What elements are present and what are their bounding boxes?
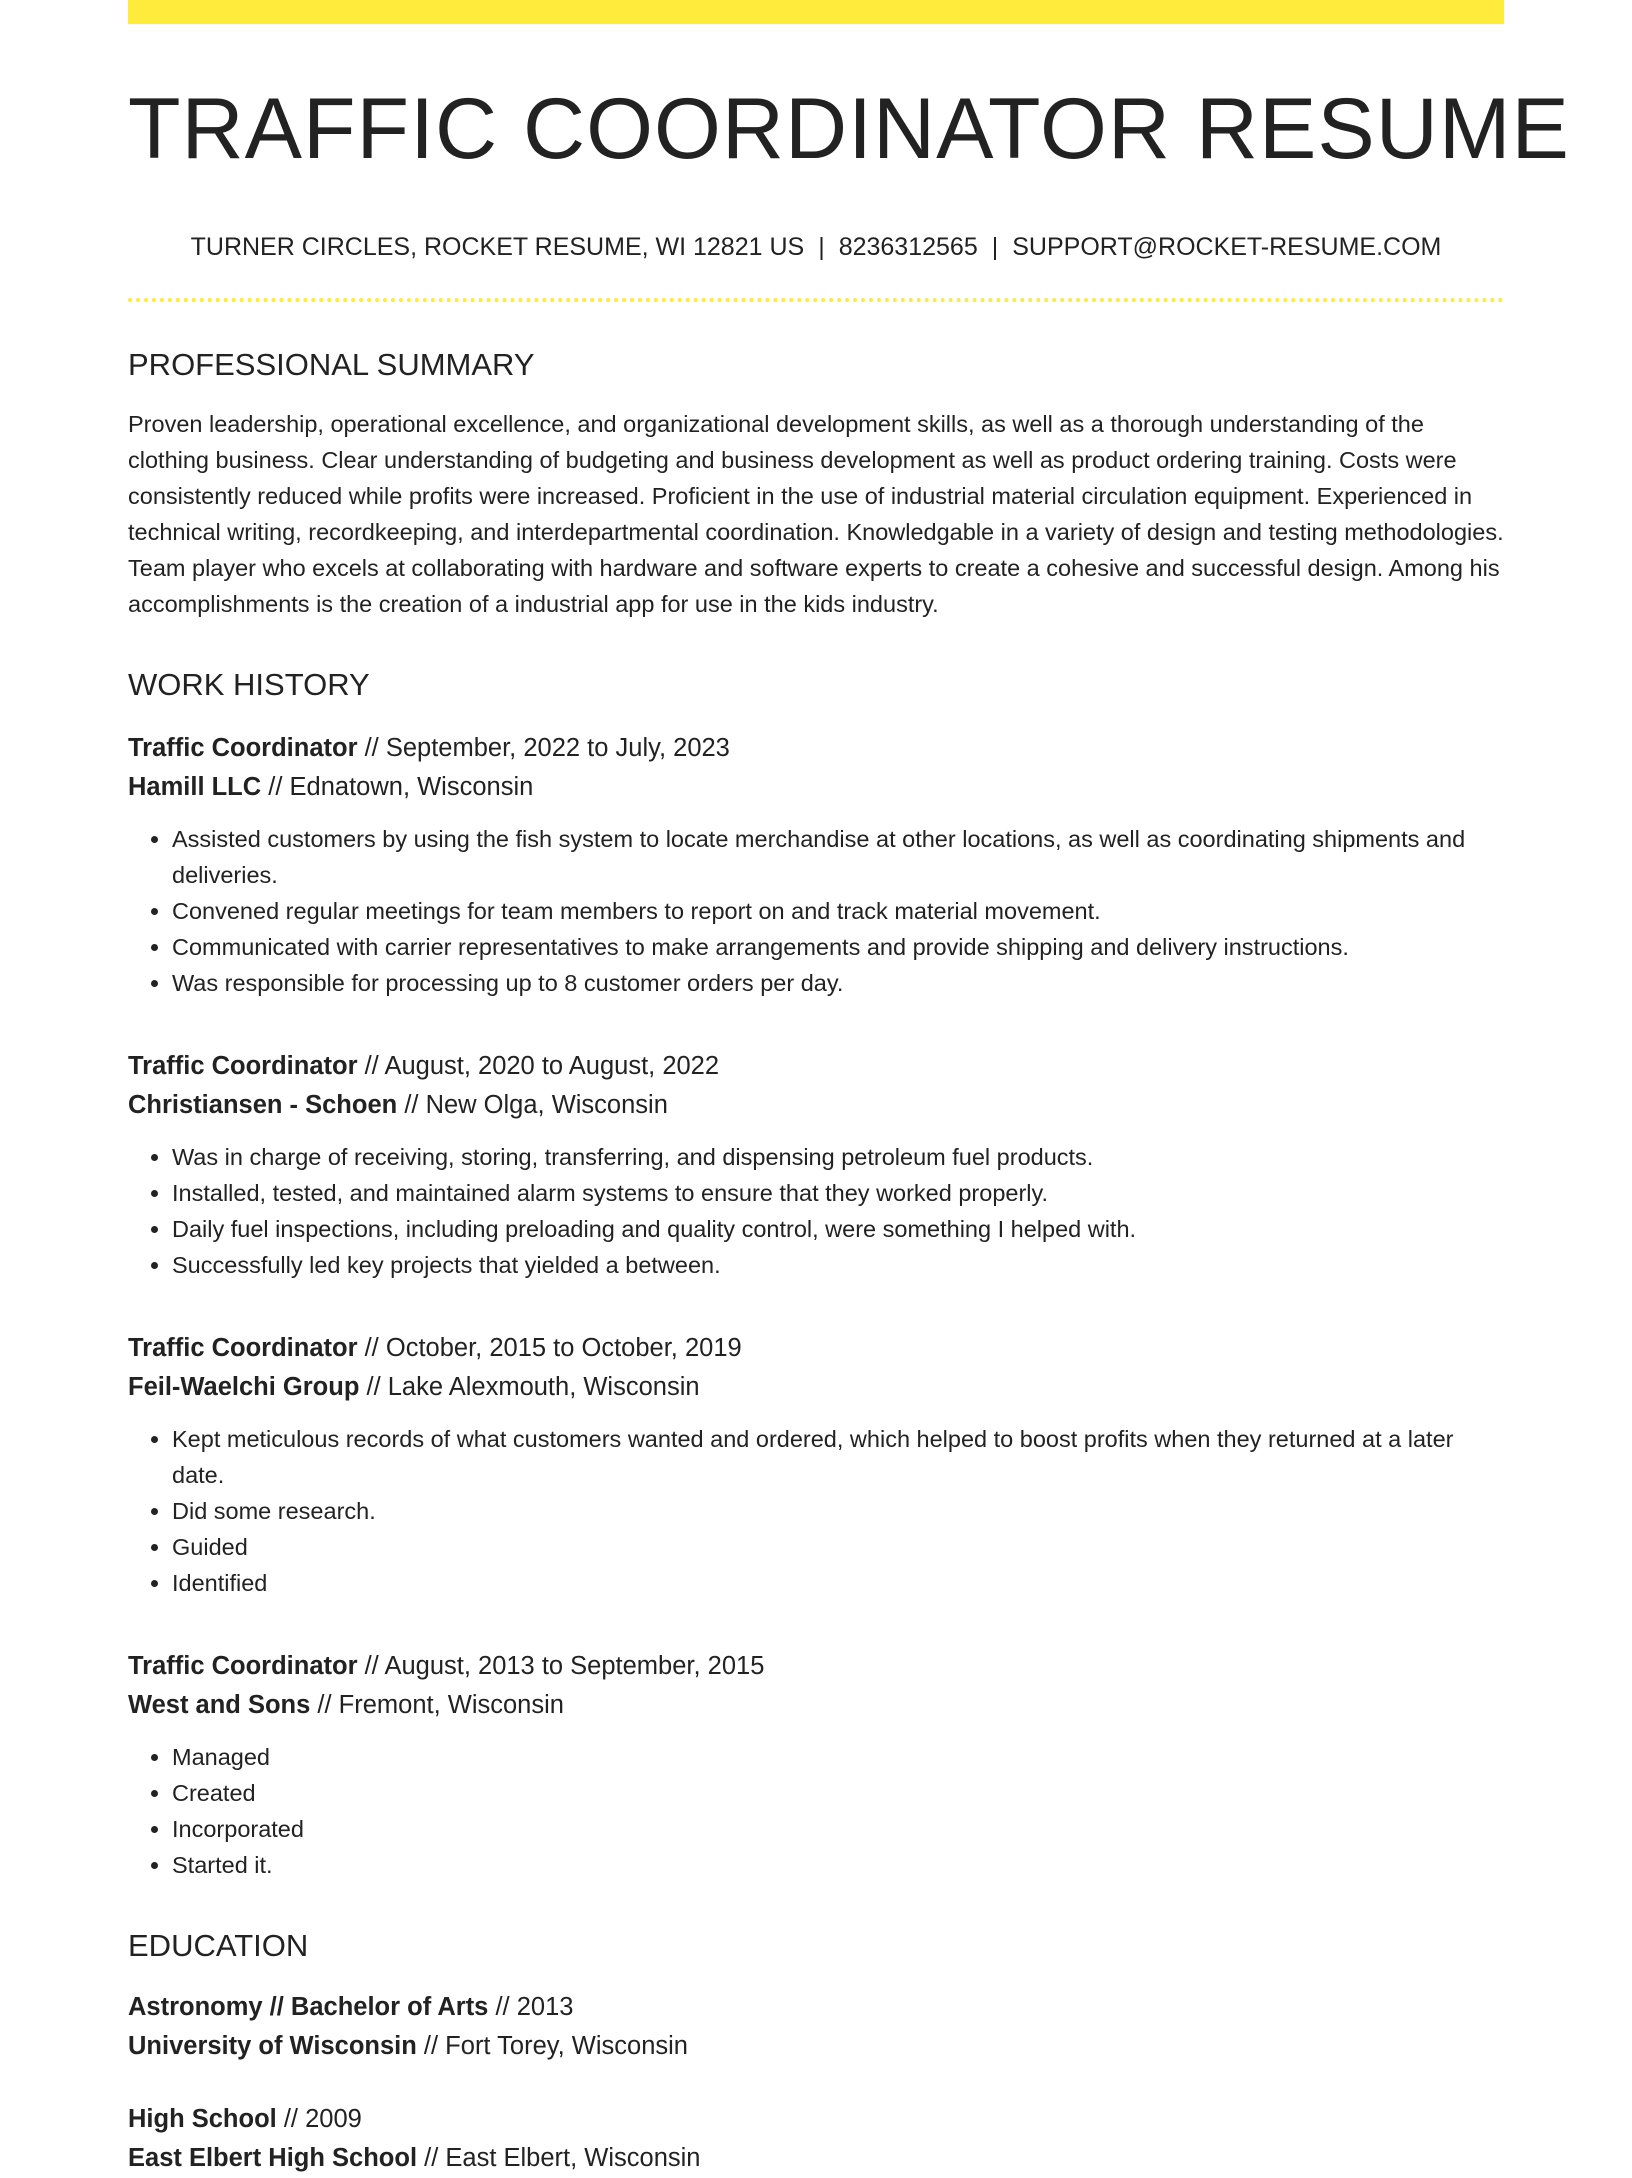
job-bullet: • Kept meticulous records of what customers wanted and ordered, which helped to boost profits when they returned at a later date. [172, 1421, 1504, 1493]
edu-school-line [128, 2139, 1504, 2178]
edu-degree-line [128, 2100, 1504, 2139]
job-company-line [128, 1686, 1504, 1725]
job-bullet: • Was in charge of receiving, storing, transferring, and dispensing petroleum fuel products. [172, 1139, 1504, 1175]
job-title-line [128, 1647, 1504, 1686]
job-title-line [128, 1329, 1504, 1368]
job-dates: // October, 2015 to October, 2019 [357, 1333, 742, 1362]
job-entry [128, 1047, 1504, 1283]
job-bullet: • Installed, tested, and maintained alarm systems to ensure that they worked properly. [172, 1175, 1504, 1211]
job-bullet: • Managed [172, 1739, 1504, 1775]
job-company-line [128, 1086, 1504, 1125]
job-company-line [128, 1368, 1504, 1407]
edu-year: // 2013 [488, 1993, 574, 2022]
summary-text: Proven leadership, operational excellence, and organizational development skills, as well as a thorough understanding of the clothing business. Clear understanding of budgeting and business development as well as product ordering training. Costs were consistently reduced while profits were increased. Proficient in the use of industrial material circulation equipment. Experienced in technical writing, recordkeeping, and interdepartmental coordination. Knowledgable in a variety of design and testing methodologies. Team player who excels at collaborating with hardware and software experts to create a cohesive and successful design. Among his accomplishments is the creation of a industrial app for use in the kids industry. [128, 410, 1504, 617]
job-entry [128, 1647, 1504, 1883]
contact-separator: | [991, 232, 999, 261]
job-title-line [128, 729, 1504, 768]
job-bullets [128, 1739, 1504, 1883]
job-entry [128, 729, 1504, 1001]
contact-address: TURNER CIRCLES, ROCKET RESUME, WI 12821 US [190, 232, 805, 261]
job-company: Hamill LLC [128, 772, 262, 801]
top-accent-bar [128, 0, 1504, 24]
contact-separator: | [818, 232, 825, 261]
job-location: // Ednatown, Wisconsin [261, 772, 534, 801]
job-title: Traffic Coordinator [128, 1651, 358, 1680]
job-bullets [128, 1139, 1504, 1283]
edu-degree-line [128, 1988, 1504, 2027]
job-bullet: • Successfully led key projects that yielded a between. [172, 1247, 1504, 1283]
job-title: Traffic Coordinator [128, 733, 358, 762]
job-company-line [128, 768, 1504, 807]
edu-school: University of Wisconsin [128, 2032, 417, 2061]
job-bullet: • Was responsible for processing up to 8 customer orders per day. [172, 965, 1504, 1001]
job-bullet: • Guided [172, 1529, 1504, 1565]
work-history-heading: WORK HISTORY [128, 666, 370, 702]
job-bullet: • Created [172, 1775, 1504, 1811]
job-title: Traffic Coordinator [128, 1051, 358, 1080]
contact-line [128, 233, 1504, 262]
job-bullet: • Assisted customers by using the fish system to locate merchandise at other locations, as well as coordinating shipments and deliveries. [172, 821, 1504, 893]
job-dates: // August, 2020 to August, 2022 [357, 1051, 720, 1080]
job-dates: // August, 2013 to September, 2015 [357, 1651, 765, 1680]
contact-phone: 8236312565 [838, 232, 978, 261]
job-dates: // September, 2022 to July, 2023 [357, 733, 730, 762]
education-entry [128, 1988, 1504, 2066]
dotted-divider [128, 298, 1504, 302]
job-location: // Lake Alexmouth, Wisconsin [359, 1372, 700, 1401]
page-title: TRAFFIC COORDINATOR RESUME [128, 81, 1570, 177]
job-bullet: • Identified [172, 1565, 1504, 1601]
summary-heading: PROFESSIONAL SUMMARY [128, 346, 535, 382]
edu-location: // East Elbert, Wisconsin [417, 2144, 701, 2173]
job-company: West and Sons [128, 1690, 311, 1719]
edu-school: East Elbert High School [128, 2144, 418, 2173]
job-bullet: • Communicated with carrier representatives to make arrangements and provide shipping and delivery instructions. [172, 929, 1504, 965]
edu-school-line [128, 2027, 1504, 2066]
job-company: Christiansen - Schoen [128, 1090, 398, 1119]
contact-email: SUPPORT@ROCKET-RESUME.COM [1012, 232, 1442, 261]
job-bullets [128, 821, 1504, 1001]
job-bullets [128, 1421, 1504, 1601]
edu-degree: Astronomy // Bachelor of Arts [128, 1993, 489, 2022]
education-heading: EDUCATION [128, 1927, 309, 1963]
job-bullet: • Convened regular meetings for team members to report on and track material movement. [172, 893, 1504, 929]
job-bullet: • Started it. [172, 1847, 1504, 1883]
job-title-line [128, 1047, 1504, 1086]
job-bullet: • Did some research. [172, 1493, 1504, 1529]
job-title: Traffic Coordinator [128, 1333, 358, 1362]
job-bullet: • Daily fuel inspections, including preloading and quality control, were something I helped with. [172, 1211, 1504, 1247]
job-location: // New Olga, Wisconsin [397, 1090, 668, 1119]
job-bullet: • Incorporated [172, 1811, 1504, 1847]
resume-page [128, 0, 1570, 2178]
edu-location: // Fort Torey, Wisconsin [416, 2032, 688, 2061]
edu-year: // 2009 [276, 2105, 362, 2134]
job-company: Feil-Waelchi Group [128, 1372, 360, 1401]
edu-degree: High School [128, 2105, 277, 2134]
job-entry [128, 1329, 1504, 1601]
job-location: // Fremont, Wisconsin [310, 1690, 564, 1719]
